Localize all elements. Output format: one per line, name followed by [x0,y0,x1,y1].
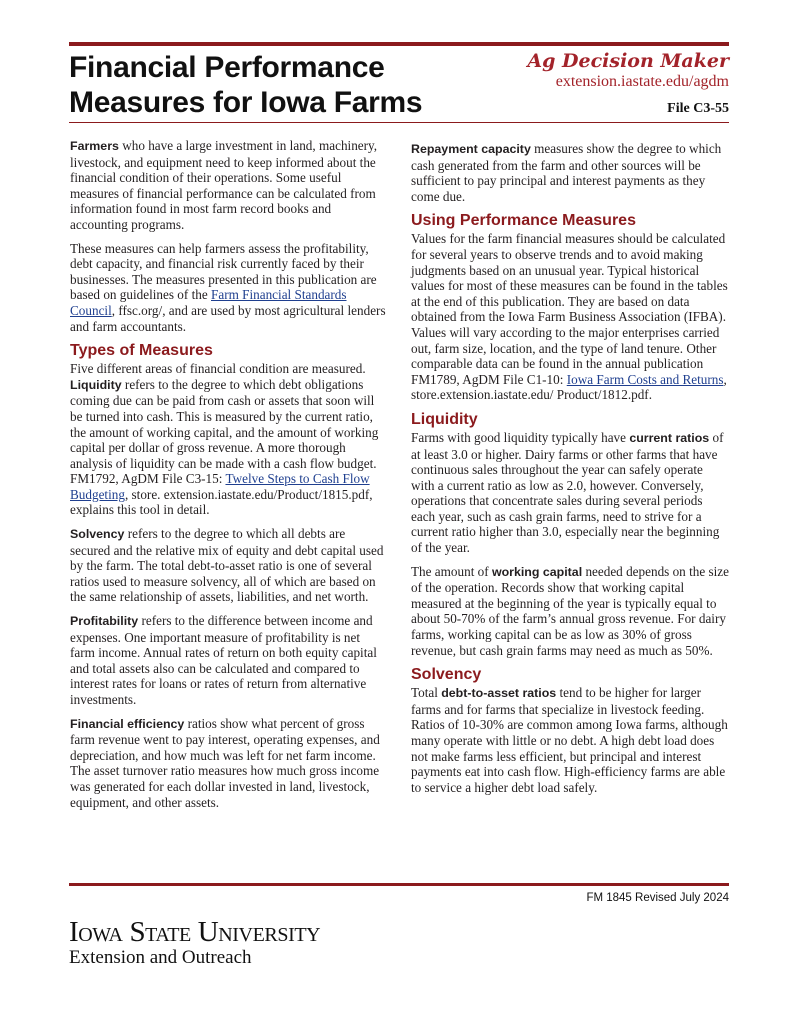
current-ratio-text-a: Farms with good liquidity typically have [411,429,630,445]
using-paragraph [411,231,729,403]
solvency-paragraph [70,526,388,605]
intro-text: who have a large investment in land, machinery, livestock, and equipment need to keep informed about the financial condition of their operations. Some useful measures of financial performance can be calculated from information found in most farm record books and accounting programs. [70,138,378,232]
profitability-text: refers to the difference between income and expenses. One important measure of profitability is net farm income. Annual rates of return on both equity capital and total assets also can be calculated and compared to interest rates for loans or rates of return from alternative investments. [70,613,377,707]
series-url[interactable]: extension.iastate.edu/agdm [555,73,729,90]
guidelines-text-a: These measures can help farmers assess the profitability, debt capacity, and financial risk currently faced by their businesses. The measures presented in this publication are based on guidelines of the [70,240,377,303]
right-column [411,141,729,803]
efficiency-paragraph [70,716,388,811]
types-intro: Five different areas of financial condition are measured. [70,361,366,377]
header-rule [69,122,729,123]
revision-note: FM 1845 Revised July 2024 [586,892,729,904]
debt-ratio-text-b: tend to be higher for larger farms and for farms that specialize in livestock feeding. Ratios of 10-30% are common among Iowa farms, although many operate with little or no debt. A high debt load does not make farms less efficient, but principal and interest payments eat into cash flow. High-efficiency farms are able to service a higher debt load safely. [411,685,728,795]
liquidity-text-b: , store. extension.iastate.edu/Product/1815.pdf, explains this tool in detail. [70,486,373,518]
using-text-a: Values for the farm financial measures should be calculated for several years to observe trends and to avoid making judgments based on an unusual year. Typical historical values for most of these measures can be found in the tables at the end of this publication. They are based on data obtained from the Iowa Farm Business Association (IFBA). Values will vary according to the major enterprises carried out, farm size, location, and the type of land tenure. Other comparable data can be found in the annual publication FM1789, AgDM File C1-10: [411,231,728,387]
working-capital-text-a: The amount of [411,563,492,579]
cash-flow-link[interactable]: Twelve Steps to Cash Flow Budgeting [70,471,370,502]
profitability-paragraph [70,613,388,708]
liquidity-paragraph [70,377,388,518]
series-title: Ag Decision Maker [527,50,729,72]
university-unit: Extension and Outreach [69,947,252,968]
debt-ratio-term: debt-to-asset ratios [441,686,557,701]
repayment-lead: Repayment capacity [411,142,531,156]
working-capital-term: working capital [491,564,583,579]
current-ratio-term: current ratios [629,430,710,445]
efficiency-lead: Financial efficiency [70,716,185,731]
liquidity-text-a: refers to the degree to which debt obligations coming due can be paid from cash or assets that soon will be turned into cash. This is measured by the current ratio, the amount of working capital, and the amount of working capital per dollar of gross revenue. A more thorough analysis of liquidity can be made with a cash flow budget. FM1792, AgDM File C3-15: [70,376,379,487]
repayment-text: measures show the degree to which cash generated from the farm and other sources will be sufficient to pay principal and interest payments as they come due. [411,141,722,204]
using-text-b: , store.extension.iastate.edu/ Product/1812.pdf. [411,371,727,403]
ffsc-link[interactable]: Farm Financial Standards Council [70,287,347,318]
solvency-text: refers to the degree to which all debts are secured and the relative mix of equity and debt capital used by the farm. The total debt-to-asset ratio is one of several ratios used to measure solvency, all of which are based on the same relationship of assets, liabilities, and net worth. [70,526,384,605]
university-logo [69,917,320,969]
debt-ratio-text-a: Total [411,685,442,701]
intro-paragraph [70,138,388,233]
solvency-lead: Solvency [70,527,125,542]
university-name: Iowa State University [69,916,321,948]
footer-rule [69,883,729,886]
types-heading: Types of Measures [70,342,213,360]
costs-returns-link[interactable]: Iowa Farm Costs and Returns [566,371,724,387]
efficiency-text: ratios show what percent of gross farm revenue went to pay interest, operating expenses, and depreciation, and how much was left for net farm income. The asset turnover ratio measures how much gross income was generated for each dollar invested in land, livestock, equipment, and other assets. [70,715,380,810]
liquidity-lead: Liquidity [70,377,122,392]
solvency-heading: Solvency [411,666,482,684]
repayment-paragraph [411,141,729,204]
current-ratio-text-b: of at least 3.0 or higher. Dairy farms or other farms that have continuous sales throughout the year can safely operate with a current ratio as low as 2.0, however. Conversely, operations that concentrate sales during several periods each year, such as cash grain farms, need to strive for a current ratio higher than 3.0, especially near the beginning of the year. [411,429,724,556]
debt-ratio-paragraph [411,685,729,795]
profitability-lead: Profitability [70,614,139,629]
working-capital-paragraph [411,564,729,659]
guidelines-paragraph [70,241,388,335]
working-capital-text-b: needed depends on the size of the operation. Records show that working capital measured at the beginning of the year is typically equal to about 50-70% of the farm’s annual gross revenue. For dairy farms, working capital can be as low as 30% of gross revenue, but cash grain farms may need as much as 50%. [411,563,729,658]
series-block [527,50,729,91]
using-heading: Using Performance Measures [411,212,636,230]
intro-lead: Farmers [70,139,119,153]
liquidity-heading: Liquidity [411,410,478,428]
guidelines-text-b: , ffsc.org/, and are used by most agricultural lenders and farm accountants. [70,302,386,334]
left-column [70,138,388,818]
current-ratio-paragraph [411,430,729,556]
file-number: File C3-55 [667,101,729,116]
top-rule [69,42,729,46]
page-title: Financial Performance Measures for Iowa Farms [69,51,423,119]
